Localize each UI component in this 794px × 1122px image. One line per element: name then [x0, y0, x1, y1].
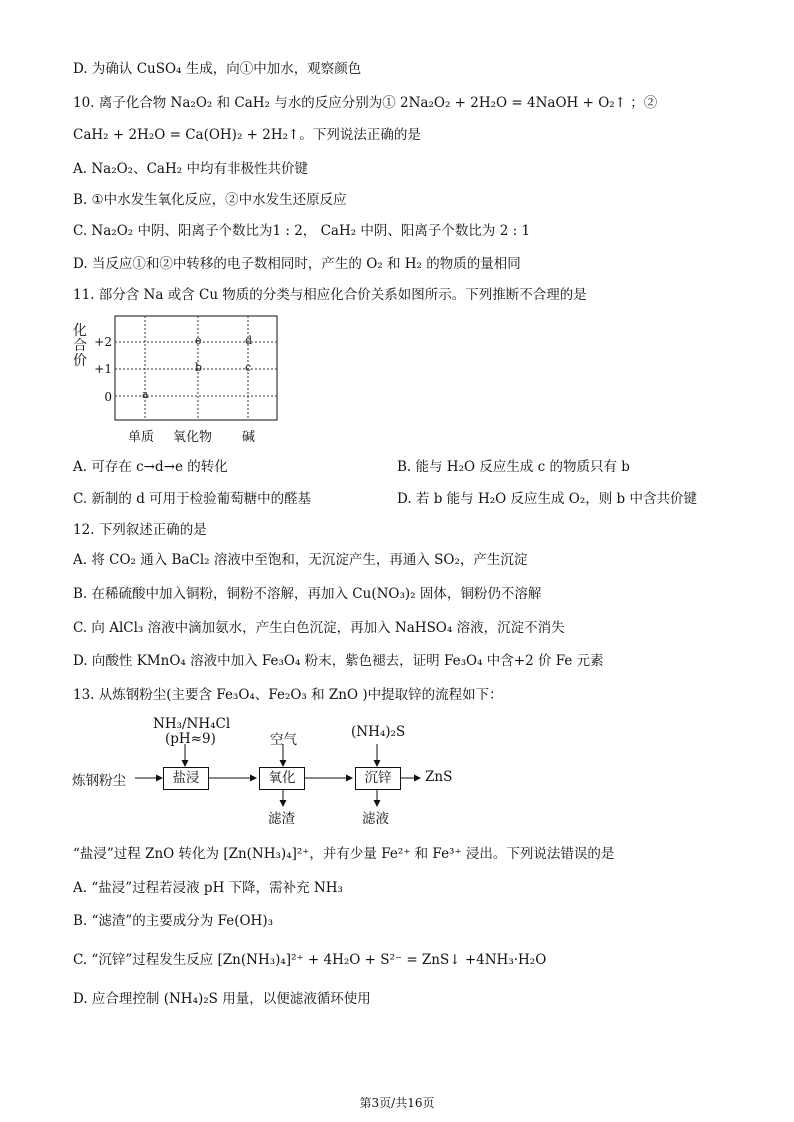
page-number-footer: 第3页/共16页 [359, 1096, 435, 1110]
q11-option-c: C. 新制的 d 可用于检验葡萄糖中的醛基 [73, 491, 312, 507]
valence-chart [70, 312, 300, 444]
chart-point-c: c [245, 361, 252, 374]
x-category-oxide: 氧化物 [173, 430, 213, 445]
reagent-ph: (pH≈9) [165, 731, 216, 747]
q13-option-a: A. “盐浸”过程若浸液 pH 下降，需补充 NH₃ [73, 880, 343, 896]
y-tick-plus1: +1 [94, 362, 112, 376]
q11-option-b: B. 能与 H₂O 反应生成 c 的物质只有 b [397, 459, 630, 475]
chart-point-b: b [195, 361, 203, 374]
y-tick-zero: 0 [104, 390, 112, 404]
q11-option-a: A. 可存在 c→d→e 的转化 [73, 459, 228, 475]
output-filtrate: 滤液 [362, 811, 389, 827]
q13-context: “盐浸”过程 ZnO 转化为 [Zn(NH₃)₄]²⁺，并有少量 Fe²⁺ 和 Fe³⁺ 浸出。下列说法错误的是 [73, 846, 615, 862]
reagent-nh3-nh4cl: NH₃/NH₄Cl [153, 716, 231, 732]
q11-stem: 11. 部分含 Na 或含 Cu 物质的分类与相应化合价关系如图所示。下列推断不合理的是 [73, 287, 587, 303]
step-salt-leach: 盐浸 [163, 767, 209, 790]
product-zns: ZnS [425, 769, 453, 785]
q10-option-c: C. Na₂O₂ 中阴、阳离子个数比为1 : 2， CaH₂ 中阴、阳离子个数比为 2 : 1 [73, 223, 531, 239]
q12-option-a: A. 将 CO₂ 通入 BaCl₂ 溶液中至饱和，无沉淀产生，再通入 SO₂，产生沉淀 [73, 552, 528, 568]
q13-option-c: C. “沉锌”过程发生反应 [Zn(NH₃)₄]²⁺ + 4H₂O + S²⁻ = ZnS↓ +4NH₃·H₂O [73, 952, 547, 968]
x-category-elemental: 单质 [128, 430, 155, 445]
q10-stem-line2: CaH₂ + 2H₂O = Ca(OH)₂ + 2H₂↑。下列说法正确的是 [73, 127, 421, 143]
chart-point-a: a [142, 388, 149, 401]
chart-point-e: e [195, 334, 202, 347]
q12-option-d: D. 向酸性 KMnO₄ 溶液中加入 Fe₃O₄ 粉末，紫色褪去，证明 Fe₃O₄ 中含+2 价 Fe 元素 [73, 653, 604, 669]
q10-option-b: B. ①中水发生氧化反应，②中水发生还原反应 [73, 192, 347, 208]
start-material: 炼钢粉尘 [72, 773, 126, 789]
q10-option-a: A. Na₂O₂、CaH₂ 中均有非极性共价键 [73, 161, 308, 177]
y-axis-label-text: 化合价 [73, 323, 87, 369]
q10-option-d: D. 当反应①和②中转移的电子数相同时，产生的 O₂ 和 H₂ 的物质的量相同 [73, 256, 521, 272]
x-category-base: 碱 [242, 430, 256, 445]
q9-option-d: D. 为确认 CuSO₄ 生成，向①中加水，观察颜色 [73, 61, 362, 77]
y-tick-plus2: +2 [94, 335, 112, 349]
reagent-air: 空气 [270, 732, 297, 748]
process-flow-diagram [70, 714, 490, 826]
output-residue: 滤渣 [268, 811, 295, 827]
q11-option-d: D. 若 b 能与 H₂O 反应生成 O₂，则 b 中含共价键 [397, 491, 697, 507]
step-zinc-precipitation: 沉锌 [355, 767, 401, 790]
q13-option-d: D. 应合理控制 (NH₄)₂S 用量，以便滤液循环使用 [73, 991, 371, 1007]
q13-option-b: B. “滤渣”的主要成分为 Fe(OH)₃ [73, 913, 274, 929]
q10-stem-line1: 10. 离子化合物 Na₂O₂ 和 CaH₂ 与水的反应分别为① 2Na₂O₂ + 2H₂O = 4NaOH + O₂↑ ；② [73, 95, 658, 111]
q12-option-c: C. 向 AlCl₃ 溶液中滴加氨水，产生白色沉淀，再加入 NaHSO₄ 溶液，沉淀不消失 [73, 620, 565, 636]
chart-point-d: d [245, 334, 253, 347]
valence-chart-svg [70, 312, 300, 444]
step-oxidation: 氧化 [259, 767, 305, 790]
q12-stem: 12. 下列叙述正确的是 [73, 522, 207, 538]
q12-option-b: B. 在稀硫酸中加入铜粉，铜粉不溶解，再加入 Cu(NO₃)₂ 固体，铜粉仍不溶解 [73, 586, 542, 602]
reagent-nh4-2s: (NH₄)₂S [351, 724, 406, 740]
q13-stem: 13. 从炼钢粉尘(主要含 Fe₃O₄、Fe₂O₃ 和 ZnO )中提取锌的流程如下： [73, 687, 503, 703]
